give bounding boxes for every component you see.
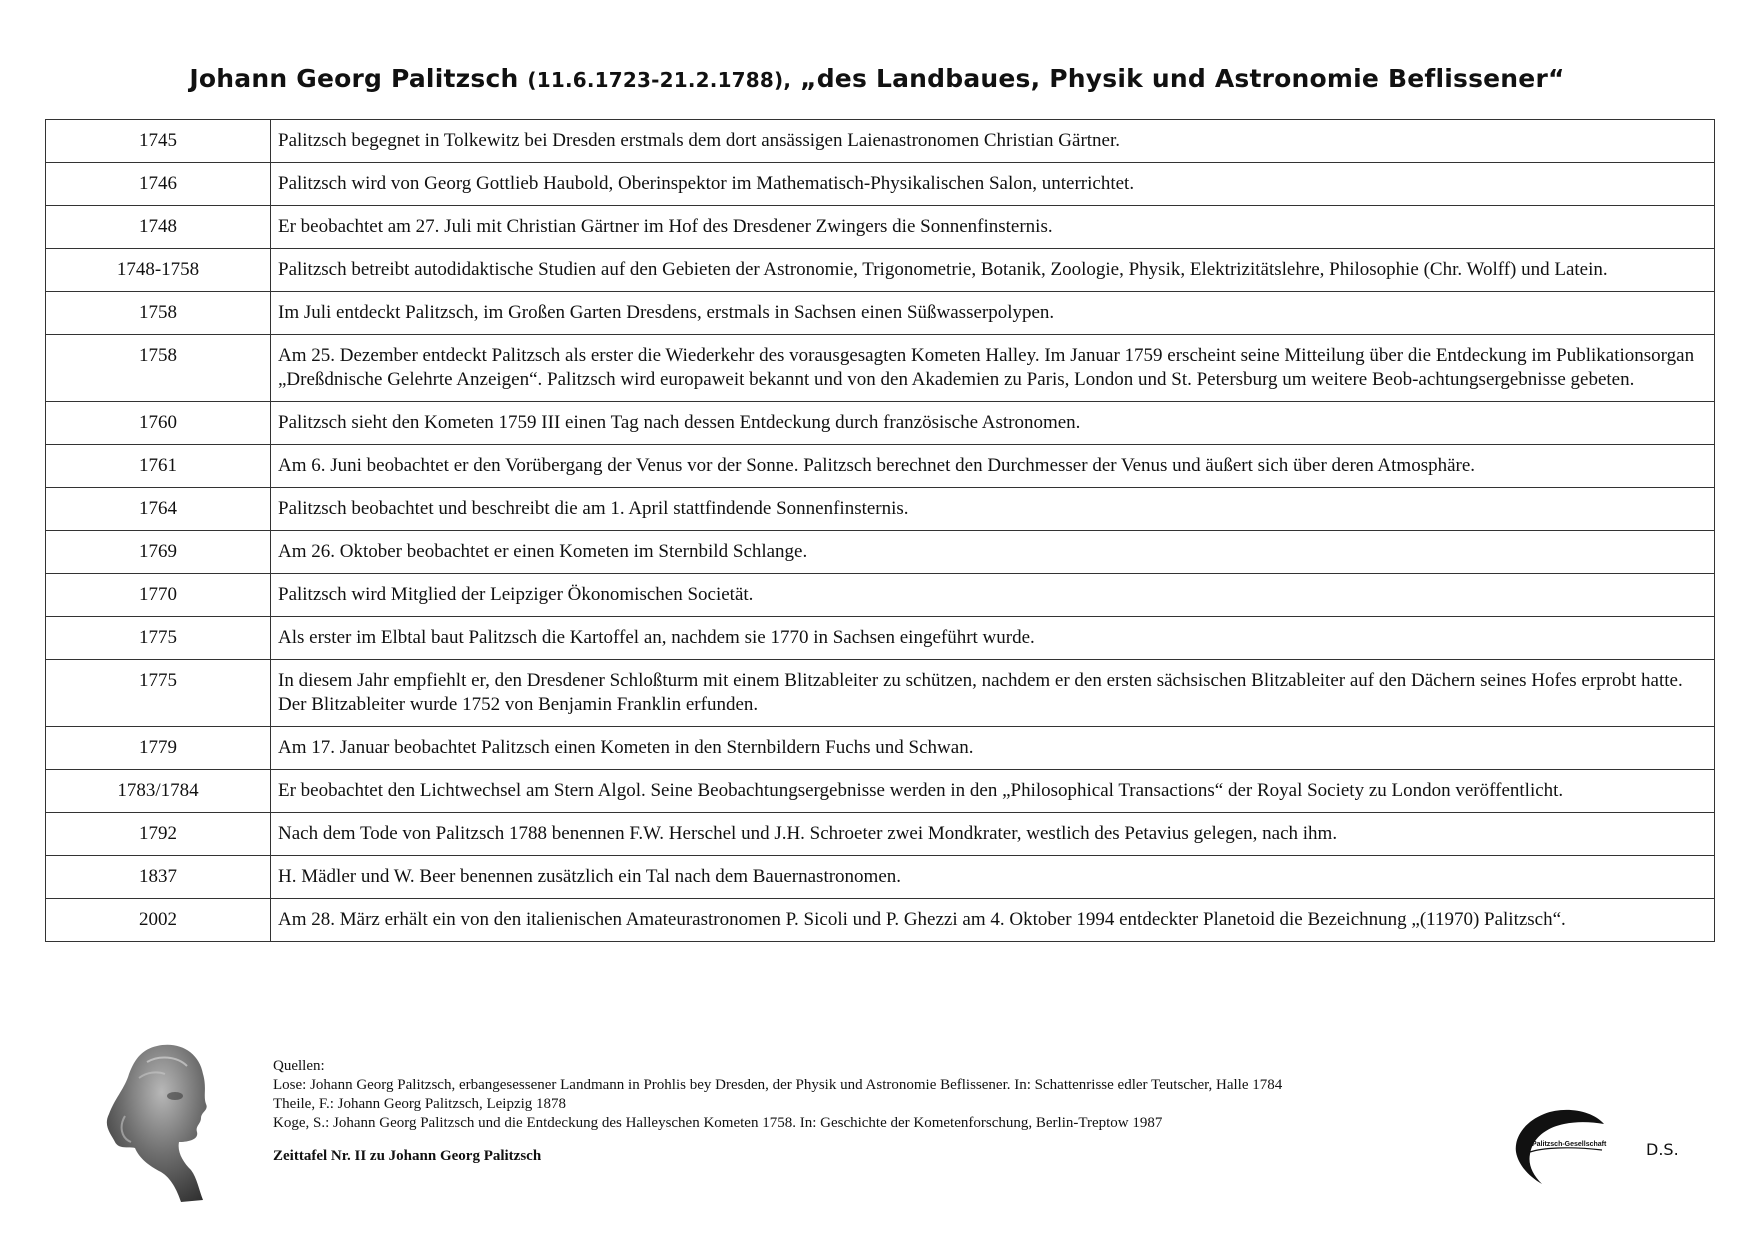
timeline-row [46, 856, 1715, 899]
timeline-row [46, 292, 1715, 335]
timeline-row [46, 813, 1715, 856]
timeline-event: Im Juli entdeckt Palitzsch, im Großen Garten Dresdens, erstmals in Sachsen einen Süßwasserpolypen. [271, 292, 1715, 335]
timeline-row [46, 445, 1715, 488]
timeline-event: Am 17. Januar beobachtet Palitzsch einen Kometen in den Sternbildern Fuchs und Schwan. [271, 727, 1715, 770]
logo-text: Palitzsch-Gesellschaft [1532, 1141, 1607, 1148]
author-initials: D.S. [1646, 1140, 1679, 1159]
timeline-row [46, 531, 1715, 574]
timeline-year: 1769 [46, 531, 271, 574]
timeline-row [46, 727, 1715, 770]
timeline-event: Nach dem Tode von Palitzsch 1788 benennen F.W. Herschel und J.H. Schroeter zwei Mondkrater, westlich des Petavius gelegen, nach ihm. [271, 813, 1715, 856]
timeline-year: 1746 [46, 163, 271, 206]
page-title [0, 64, 1754, 93]
source-item: Theile, F.: Johann Georg Palitzsch, Leipzig 1878 [273, 1096, 567, 1112]
timeline-year: 1758 [46, 335, 271, 402]
title-name: Johann Georg Palitzsch [189, 64, 519, 93]
timeline-row [46, 899, 1715, 942]
timeline-year: 2002 [46, 899, 271, 942]
timeline-event: Palitzsch sieht den Kometen 1759 III einen Tag nach dessen Entdeckung durch französische Astronomen. [271, 402, 1715, 445]
timeline-row [46, 335, 1715, 402]
timeline-year: 1775 [46, 617, 271, 660]
timeline-row [46, 488, 1715, 531]
timeline-event: Als erster im Elbtal baut Palitzsch die Kartoffel an, nachdem sie 1770 in Sachsen eingeführt wurde. [271, 617, 1715, 660]
timeline-event: In diesem Jahr empfiehlt er, den Dresdener Schloßturm mit einem Blitzableiter zu schützen, nachdem er den ersten sächsischen Blitzableiter auf den Dächern seines Hofes erprobt hatte. Der Blitzableiter wurde 1752 von Benjamin Franklin erfunden. [271, 660, 1715, 727]
timeline-row [46, 402, 1715, 445]
sources-block [273, 1057, 1423, 1133]
timeline-year: 1764 [46, 488, 271, 531]
timeline-year: 1760 [46, 402, 271, 445]
timeline-event: Am 6. Juni beobachtet er den Vorübergang der Venus vor der Sonne. Palitzsch berechnet den Durchmesser der Venus und äußert sich über deren Atmosphäre. [271, 445, 1715, 488]
timeline-row [46, 617, 1715, 660]
source-item: Koge, S.: Johann Georg Palitzsch und die Entdeckung des Halleyschen Kometen 1758. In: Geschichte der Kometenforschung, Berlin-Treptow 1987 [273, 1115, 1163, 1131]
timeline-year: 1761 [46, 445, 271, 488]
timeline-year: 1779 [46, 727, 271, 770]
timeline-year: 1837 [46, 856, 271, 899]
timeline-year: 1792 [46, 813, 271, 856]
source-item: Lose: Johann Georg Palitzsch, erbangesessener Landmann in Prohlis bey Dresden, der Physik und Astronomie Beflissener. In: Schattenrisse edler Teutscher, Halle 1784 [273, 1077, 1283, 1093]
title-dates: (11.6.1723-21.2.1788), [527, 68, 792, 92]
timeline-row [46, 770, 1715, 813]
timeline-event: Palitzsch betreibt autodidaktische Studien auf den Gebieten der Astronomie, Trigonometrie, Botanik, Zoologie, Physik, Elektrizitätslehre, Philosophie (Chr. Wolff) und Latein. [271, 249, 1715, 292]
timeline-event: Palitzsch wird von Georg Gottlieb Haubold, Oberinspektor im Mathematisch-Physikalischen Salon, unterrichtet. [271, 163, 1715, 206]
timeline-table [45, 119, 1715, 942]
timeline-year: 1770 [46, 574, 271, 617]
timeline-year: 1748-1758 [46, 249, 271, 292]
timeline-row [46, 660, 1715, 727]
timeline-event: Er beobachtet am 27. Juli mit Christian Gärtner im Hof des Dresdener Zwingers die Sonnenfinsternis. [271, 206, 1715, 249]
timeline-event: Palitzsch beobachtet und beschreibt die am 1. April stattfindende Sonnenfinsternis. [271, 488, 1715, 531]
timeline-event: H. Mädler und W. Beer benennen zusätzlich ein Tal nach dem Bauernastronomen. [271, 856, 1715, 899]
timeline-event: Am 28. März erhält ein von den italienischen Amateurastronomen P. Sicoli und P. Ghezzi am 4. Oktober 1994 entdeckter Planetoid die Bezeichnung „(11970) Palitzsch“. [271, 899, 1715, 942]
timeline-row [46, 120, 1715, 163]
sources-heading: Quellen: [273, 1058, 325, 1074]
timeline-body [46, 120, 1715, 942]
timeline-row [46, 574, 1715, 617]
timeline-event: Am 25. Dezember entdeckt Palitzsch als erster die Wiederkehr des vorausgesagten Kometen Halley. Im Januar 1759 erscheint seine Mitteilung über die Entdeckung im Publikationsorgan „Dreßdnische Gelehrte Anzeigen“. Palitzsch wird europaweit bekannt und von den Akademien zu Paris, London und St. Petersburg um weitere Beob-achtungsergebnisse gebeten. [271, 335, 1715, 402]
caption: Zeittafel Nr. II zu Johann Georg Palitzsch [273, 1148, 542, 1164]
timeline-event: Palitzsch wird Mitglied der Leipziger Ökonomischen Societät. [271, 574, 1715, 617]
palitzsch-gesellschaft-logo [1508, 1106, 1610, 1188]
timeline-year: 1745 [46, 120, 271, 163]
timeline-year: 1758 [46, 292, 271, 335]
title-subtitle: „des Landbaues, Physik und Astronomie Beflissener“ [800, 64, 1565, 93]
timeline-event: Am 26. Oktober beobachtet er einen Kometen im Sternbild Schlange. [271, 531, 1715, 574]
timeline-year: 1775 [46, 660, 271, 727]
timeline-event: Palitzsch begegnet in Tolkewitz bei Dresden erstmals dem dort ansässigen Laienastronomen Christian Gärtner. [271, 120, 1715, 163]
timeline-year: 1783/1784 [46, 770, 271, 813]
timeline-row [46, 163, 1715, 206]
timeline-row [46, 206, 1715, 249]
portrait-bust-image [95, 1038, 225, 1203]
timeline-event: Er beobachtet den Lichtwechsel am Stern Algol. Seine Beobachtungsergebnisse werden in den „Philosophical Transactions“ der Royal Society zu London veröffentlicht. [271, 770, 1715, 813]
timeline-row [46, 249, 1715, 292]
timeline-year: 1748 [46, 206, 271, 249]
